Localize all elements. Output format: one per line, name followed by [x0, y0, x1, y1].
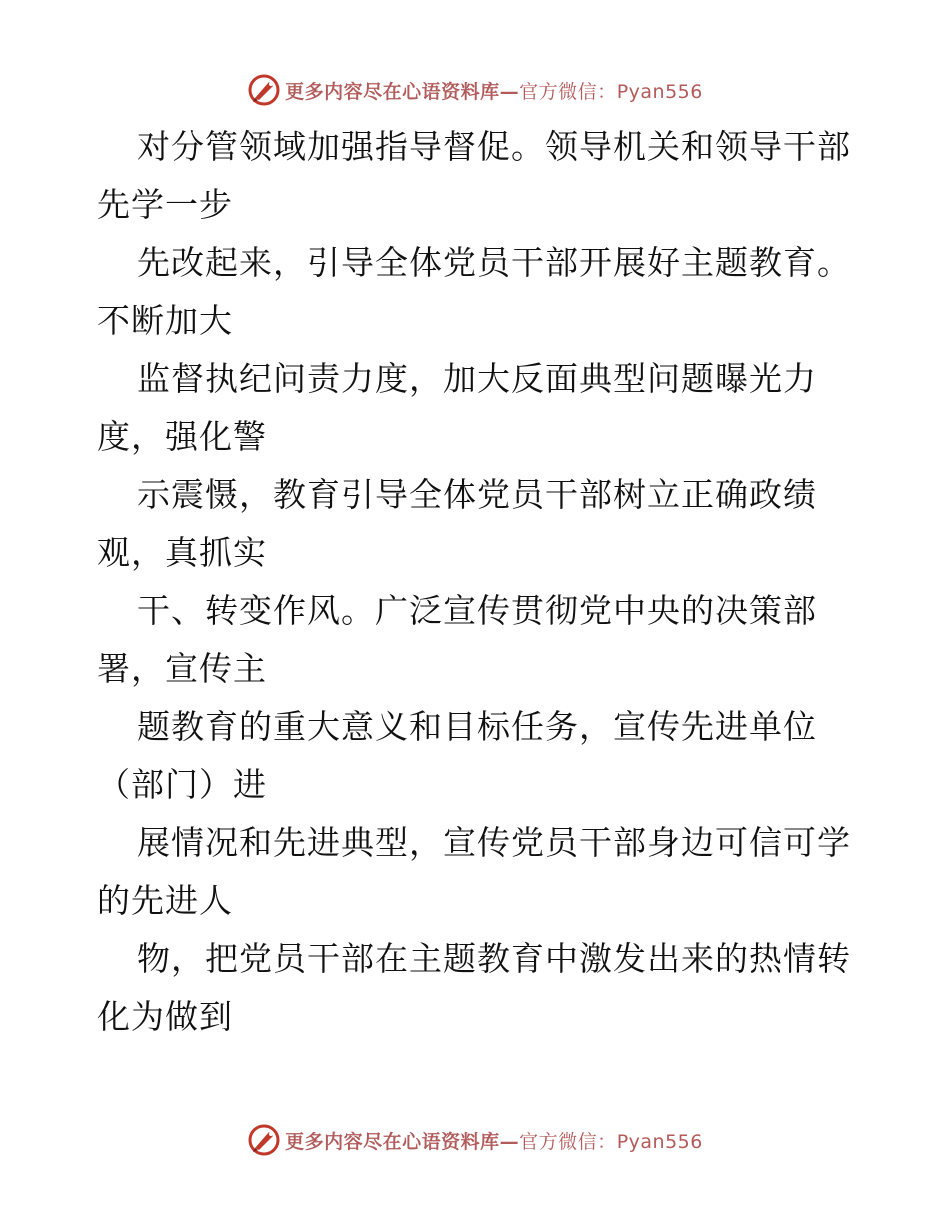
pen-logo-icon — [247, 1123, 281, 1157]
text-line: 先学一步 — [97, 185, 233, 224]
text-line: 的先进人 — [97, 881, 233, 920]
text-line: （部门）进 — [97, 765, 267, 804]
banner-wechat-label: 官方微信： — [519, 1130, 617, 1153]
text-line: 物，把党员干部在主题教育中激发出来的热情转 — [137, 939, 851, 978]
text-line: 度，强化警 — [97, 417, 267, 456]
text-line: 化为做到 — [97, 997, 233, 1036]
banner-main-text: 更多内容尽在心语资料库— — [285, 80, 520, 103]
banner-main-text: 更多内容尽在心语资料库— — [285, 1130, 520, 1153]
banner-text — [285, 1127, 703, 1154]
text-line: 不断加大 — [97, 301, 233, 340]
text-line: 展情况和先进典型，宣传党员干部身边可信可学 — [137, 823, 851, 862]
text-line: 示震慑，教育引导全体党员干部树立正确政绩 — [137, 475, 817, 514]
text-line: 题教育的重大意义和目标任务，宣传先进单位 — [137, 707, 817, 746]
banner-wechat-label: 官方微信： — [519, 80, 617, 103]
document-body — [97, 118, 857, 1046]
text-line: 先改起来，引导全体党员干部开展好主题教育。 — [137, 243, 851, 282]
header-watermark-banner — [0, 70, 950, 110]
text-line: 署，宣传主 — [97, 649, 267, 688]
text-line: 监督执纪问责力度，加大反面典型问题曝光力 — [137, 359, 817, 398]
banner-wechat-id: Pyan556 — [616, 1130, 703, 1153]
banner-wechat-id: Pyan556 — [616, 80, 703, 103]
banner-text — [285, 77, 703, 104]
text-line: 观，真抓实 — [97, 533, 267, 572]
footer-watermark-banner — [0, 1120, 950, 1160]
text-line: 干、转变作风。广泛宣传贯彻党中央的决策部 — [137, 591, 817, 630]
pen-logo-icon — [247, 73, 281, 107]
text-line: 对分管领域加强指导督促。领导机关和领导干部 — [137, 127, 851, 166]
